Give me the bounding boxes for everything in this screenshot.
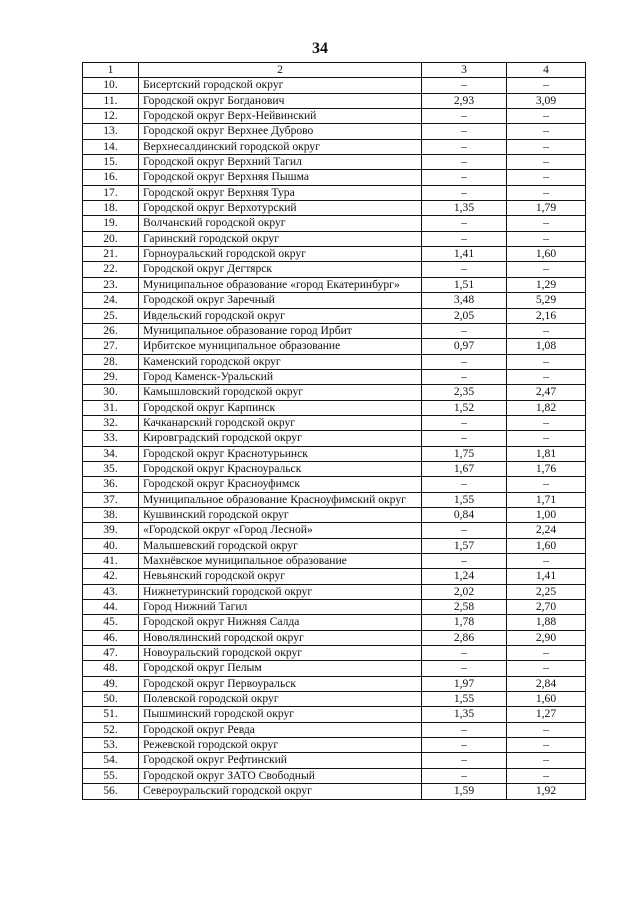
row-number: 26. [83, 323, 139, 338]
value-col-4: 1,82 [507, 400, 586, 415]
table-row [83, 323, 586, 338]
table-row [83, 692, 586, 707]
municipality-name: Кировградский городской округ [139, 431, 422, 446]
value-col-4: – [507, 216, 586, 231]
table-row [83, 354, 586, 369]
row-number: 19. [83, 216, 139, 231]
value-col-4: – [507, 415, 586, 430]
row-number: 45. [83, 615, 139, 630]
value-col-4: – [507, 139, 586, 154]
row-number: 21. [83, 247, 139, 262]
row-number: 37. [83, 492, 139, 507]
municipality-name: Североуральский городской округ [139, 784, 422, 799]
row-number: 31. [83, 400, 139, 415]
value-col-4: – [507, 646, 586, 661]
table-row [83, 523, 586, 538]
value-col-3: 2,02 [422, 584, 507, 599]
row-number: 49. [83, 676, 139, 691]
value-col-4: – [507, 170, 586, 185]
table-row [83, 155, 586, 170]
municipality-name: Бисертский городской округ [139, 78, 422, 93]
value-col-3: 1,35 [422, 201, 507, 216]
table-row [83, 446, 586, 461]
value-col-4: 1,27 [507, 707, 586, 722]
value-col-4: – [507, 738, 586, 753]
table-row [83, 308, 586, 323]
value-col-4: 2,47 [507, 385, 586, 400]
value-col-4: 1,76 [507, 461, 586, 476]
value-col-4: – [507, 155, 586, 170]
value-col-3: – [422, 170, 507, 185]
value-col-4: – [507, 262, 586, 277]
row-number: 29. [83, 369, 139, 384]
table-row [83, 722, 586, 737]
row-number: 16. [83, 170, 139, 185]
municipality-name: Муниципальное образование Красноуфимский округ [139, 492, 422, 507]
value-col-4: 2,70 [507, 600, 586, 615]
row-number: 39. [83, 523, 139, 538]
table-row [83, 293, 586, 308]
row-number: 40. [83, 538, 139, 553]
value-col-3: 1,55 [422, 492, 507, 507]
value-col-3: – [422, 124, 507, 139]
row-number: 51. [83, 707, 139, 722]
value-col-4: 2,24 [507, 523, 586, 538]
table-row [83, 753, 586, 768]
table-row [83, 615, 586, 630]
value-col-3: – [422, 722, 507, 737]
municipality-name: Качканарский городской округ [139, 415, 422, 430]
value-col-4: 1,41 [507, 569, 586, 584]
value-col-3: 1,67 [422, 461, 507, 476]
value-col-4: – [507, 753, 586, 768]
value-col-3: 2,86 [422, 630, 507, 645]
row-number: 53. [83, 738, 139, 753]
value-col-3: 1,59 [422, 784, 507, 799]
value-col-4: – [507, 185, 586, 200]
table-row [83, 600, 586, 615]
municipality-name: Городской округ Красноуфимск [139, 477, 422, 492]
value-col-4: – [507, 477, 586, 492]
municipality-name: Городской округ Пелым [139, 661, 422, 676]
row-number: 12. [83, 109, 139, 124]
value-col-3: – [422, 216, 507, 231]
table-row [83, 784, 586, 799]
municipality-name: Городской округ Заречный [139, 293, 422, 308]
value-col-4: 1,08 [507, 339, 586, 354]
value-col-4: – [507, 369, 586, 384]
table-row [83, 661, 586, 676]
value-col-3: 1,97 [422, 676, 507, 691]
value-col-3: – [422, 738, 507, 753]
value-col-3: – [422, 323, 507, 338]
municipality-name: Кушвинский городской округ [139, 507, 422, 522]
value-col-4: – [507, 431, 586, 446]
value-col-3: – [422, 231, 507, 246]
row-number: 18. [83, 201, 139, 216]
value-col-3: – [422, 477, 507, 492]
value-col-4: 2,84 [507, 676, 586, 691]
value-col-3: 1,55 [422, 692, 507, 707]
row-number: 11. [83, 93, 139, 108]
row-number: 20. [83, 231, 139, 246]
municipality-name: Городской округ Первоуральск [139, 676, 422, 691]
municipality-name: Городской округ Верхняя Тура [139, 185, 422, 200]
value-col-4: – [507, 722, 586, 737]
table-row [83, 554, 586, 569]
table-row [83, 385, 586, 400]
table-row [83, 630, 586, 645]
value-col-3: 2,35 [422, 385, 507, 400]
municipality-name: Муниципальное образование «город Екатеринбург» [139, 277, 422, 292]
municipality-name: Городской округ Дегтярск [139, 262, 422, 277]
municipality-name: Муниципальное образование город Ирбит [139, 323, 422, 338]
table-row [83, 646, 586, 661]
value-col-3: – [422, 262, 507, 277]
table-row [83, 400, 586, 415]
value-col-3: – [422, 185, 507, 200]
value-col-4: 1,29 [507, 277, 586, 292]
value-col-4: – [507, 124, 586, 139]
value-col-3: – [422, 109, 507, 124]
value-col-3: 1,35 [422, 707, 507, 722]
value-col-4: 1,00 [507, 507, 586, 522]
table-row [83, 231, 586, 246]
table-row [83, 262, 586, 277]
value-col-4: 2,25 [507, 584, 586, 599]
value-col-3: 2,93 [422, 93, 507, 108]
municipality-name: Городской округ Богданович [139, 93, 422, 108]
table-row [83, 78, 586, 93]
municipality-name: Город Каменск-Уральский [139, 369, 422, 384]
row-number: 52. [83, 722, 139, 737]
municipality-name: Город Нижний Тагил [139, 600, 422, 615]
row-number: 56. [83, 784, 139, 799]
row-number: 22. [83, 262, 139, 277]
table-row [83, 339, 586, 354]
row-number: 47. [83, 646, 139, 661]
table-row [83, 584, 586, 599]
table-row [83, 415, 586, 430]
row-number: 41. [83, 554, 139, 569]
row-number: 44. [83, 600, 139, 615]
municipality-name: Новолялинский городской округ [139, 630, 422, 645]
row-number: 17. [83, 185, 139, 200]
row-number: 33. [83, 431, 139, 446]
row-number: 54. [83, 753, 139, 768]
row-number: 42. [83, 569, 139, 584]
value-col-4: 1,88 [507, 615, 586, 630]
value-col-3: 1,78 [422, 615, 507, 630]
municipality-name: Камышловский городской округ [139, 385, 422, 400]
data-table [82, 62, 586, 800]
table-row [83, 124, 586, 139]
table-row [83, 185, 586, 200]
value-col-3: – [422, 78, 507, 93]
value-col-4: – [507, 109, 586, 124]
municipality-name: Городской округ Карпинск [139, 400, 422, 415]
municipality-name: Режевской городской округ [139, 738, 422, 753]
row-number: 10. [83, 78, 139, 93]
municipality-name: Полевской городской округ [139, 692, 422, 707]
table-row [83, 738, 586, 753]
row-number: 13. [83, 124, 139, 139]
municipality-name: Нижнетуринский городской округ [139, 584, 422, 599]
table-body [83, 78, 586, 799]
municipality-name: Городской округ Ревда [139, 722, 422, 737]
municipality-name: Городской округ Красноуральск [139, 461, 422, 476]
row-number: 43. [83, 584, 139, 599]
value-col-4: 1,71 [507, 492, 586, 507]
value-col-3: 1,24 [422, 569, 507, 584]
table-row [83, 201, 586, 216]
value-col-4: 1,92 [507, 784, 586, 799]
value-col-3: – [422, 554, 507, 569]
value-col-3: 2,05 [422, 308, 507, 323]
value-col-4: 1,79 [507, 201, 586, 216]
table-row [83, 676, 586, 691]
municipality-name: Невьянский городской округ [139, 569, 422, 584]
table-row [83, 247, 586, 262]
municipality-name: Горноуральский городской округ [139, 247, 422, 262]
value-col-3: 3,48 [422, 293, 507, 308]
value-col-4: 2,16 [507, 308, 586, 323]
row-number: 15. [83, 155, 139, 170]
value-col-4: – [507, 354, 586, 369]
table-row [83, 277, 586, 292]
value-col-4: – [507, 78, 586, 93]
value-col-3: 0,84 [422, 507, 507, 522]
row-number: 25. [83, 308, 139, 323]
table-row [83, 139, 586, 154]
municipality-name: Городской округ Верхний Тагил [139, 155, 422, 170]
value-col-4: – [507, 554, 586, 569]
value-col-4: – [507, 323, 586, 338]
municipality-name: Махнёвское муниципальное образование [139, 554, 422, 569]
table-row [83, 507, 586, 522]
row-number: 27. [83, 339, 139, 354]
table-row [83, 492, 586, 507]
table-row [83, 569, 586, 584]
municipality-name: Ирбитское муниципальное образование [139, 339, 422, 354]
value-col-4: 1,60 [507, 538, 586, 553]
value-col-4: 1,60 [507, 247, 586, 262]
value-col-3: 2,58 [422, 600, 507, 615]
value-col-3: – [422, 369, 507, 384]
value-col-3: – [422, 431, 507, 446]
value-col-3: – [422, 661, 507, 676]
value-col-3: – [422, 523, 507, 538]
table-row [83, 170, 586, 185]
municipality-name: Ивдельский городской округ [139, 308, 422, 323]
municipality-name: Городской округ Нижняя Салда [139, 615, 422, 630]
value-col-4: 3,09 [507, 93, 586, 108]
row-number: 30. [83, 385, 139, 400]
value-col-3: – [422, 753, 507, 768]
municipality-name: Пышминский городской округ [139, 707, 422, 722]
table-row [83, 768, 586, 783]
value-col-3: – [422, 139, 507, 154]
value-col-3: – [422, 354, 507, 369]
municipality-name: Верхнесалдинский городской округ [139, 139, 422, 154]
page-number: 34 [312, 40, 328, 57]
value-col-3: 1,57 [422, 538, 507, 553]
row-number: 24. [83, 293, 139, 308]
row-number: 48. [83, 661, 139, 676]
value-col-4: 1,60 [507, 692, 586, 707]
header-row [83, 63, 586, 78]
municipality-name: Городской округ Верх-Нейвинский [139, 109, 422, 124]
row-number: 35. [83, 461, 139, 476]
value-col-3: – [422, 646, 507, 661]
table-row [83, 707, 586, 722]
table-row [83, 369, 586, 384]
header-col-3: 3 [422, 63, 507, 78]
municipality-name: Городской округ Верхнее Дуброво [139, 124, 422, 139]
row-number: 36. [83, 477, 139, 492]
value-col-4: 1,81 [507, 446, 586, 461]
row-number: 23. [83, 277, 139, 292]
municipality-name: Гаринский городской округ [139, 231, 422, 246]
row-number: 55. [83, 768, 139, 783]
row-number: 50. [83, 692, 139, 707]
row-number: 14. [83, 139, 139, 154]
municipality-name: Городской округ Верхняя Пышма [139, 170, 422, 185]
value-col-4: – [507, 768, 586, 783]
value-col-4: – [507, 661, 586, 676]
value-col-3: 1,51 [422, 277, 507, 292]
municipality-name: Новоуральский городской округ [139, 646, 422, 661]
row-number: 46. [83, 630, 139, 645]
municipality-name: Каменский городской округ [139, 354, 422, 369]
value-col-3: – [422, 155, 507, 170]
municipality-name: «Городской округ «Город Лесной» [139, 523, 422, 538]
value-col-3: – [422, 768, 507, 783]
municipality-name: Городской округ Рефтинский [139, 753, 422, 768]
header-col-1: 1 [83, 63, 139, 78]
municipality-name: Малышевский городской округ [139, 538, 422, 553]
table-row [83, 93, 586, 108]
value-col-4: 2,90 [507, 630, 586, 645]
municipality-name: Городской округ Краснотурьинск [139, 446, 422, 461]
row-number: 34. [83, 446, 139, 461]
row-number: 38. [83, 507, 139, 522]
header-col-2: 2 [139, 63, 422, 78]
value-col-3: 1,52 [422, 400, 507, 415]
table-row [83, 431, 586, 446]
municipality-name: Волчанский городской округ [139, 216, 422, 231]
table-row [83, 461, 586, 476]
table-row [83, 538, 586, 553]
value-col-3: 1,41 [422, 247, 507, 262]
municipality-name: Городской округ Верхотурский [139, 201, 422, 216]
value-col-4: 5,29 [507, 293, 586, 308]
row-number: 28. [83, 354, 139, 369]
value-col-3: 0,97 [422, 339, 507, 354]
header-col-4: 4 [507, 63, 586, 78]
value-col-3: 1,75 [422, 446, 507, 461]
municipality-name: Городской округ ЗАТО Свободный [139, 768, 422, 783]
table-row [83, 216, 586, 231]
value-col-3: – [422, 415, 507, 430]
table-row [83, 109, 586, 124]
table-row [83, 477, 586, 492]
row-number: 32. [83, 415, 139, 430]
value-col-4: – [507, 231, 586, 246]
